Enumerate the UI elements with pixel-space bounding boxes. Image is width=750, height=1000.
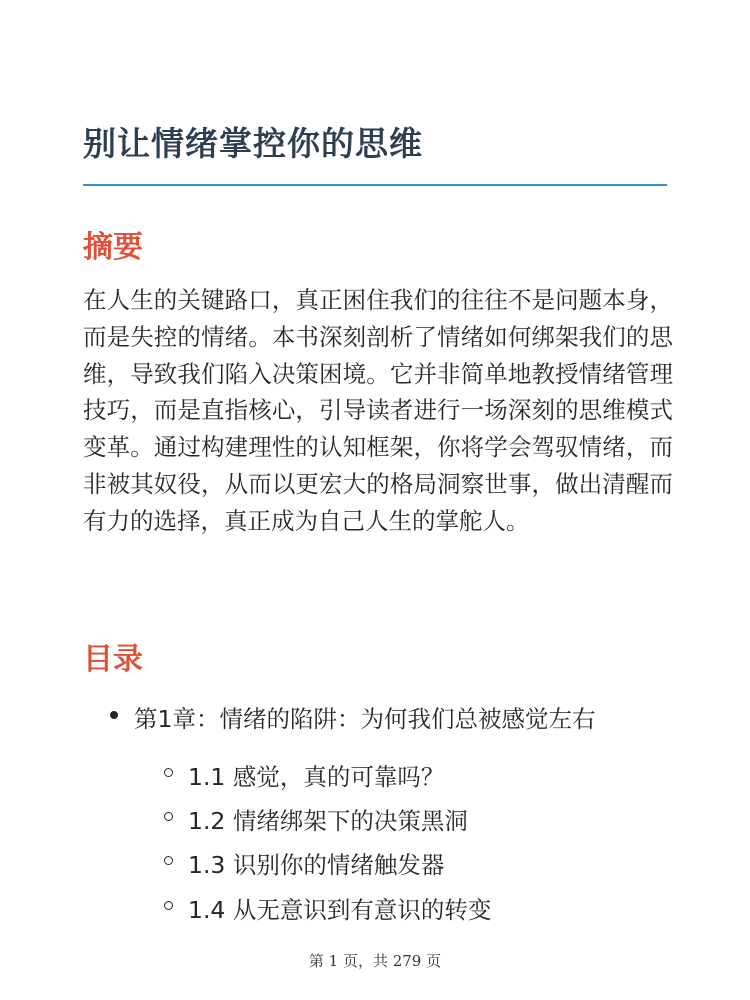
title-divider [83, 184, 667, 186]
toc-section-1-4[interactable] [188, 891, 491, 925]
toc-chapter-label: 第1章：情绪的陷阱：为何我们总被感觉左右 [134, 705, 596, 733]
toc-section-1-3[interactable] [188, 846, 444, 880]
bullet-circle-icon [164, 768, 173, 777]
toc-section-label: 1.3 识别你的情绪触发器 [188, 851, 445, 879]
bullet-circle-icon [164, 901, 173, 910]
bullet-circle-icon [164, 856, 173, 865]
toc-section-label: 1.1 感觉，真的可靠吗？ [188, 763, 445, 791]
toc-chapter-1[interactable] [134, 700, 595, 734]
toc-section-label: 1.2 情绪绑架下的决策黑洞 [188, 807, 468, 835]
page-number-footer: 第 1 页，共 279 页 [308, 952, 442, 970]
bullet-circle-icon [164, 812, 173, 821]
abstract-text: 在人生的关键路口，真正困住我们的往往不是问题本身，而是失控的情绪。本书深刻剖析了情绪如何绑架我们的思维，导致我们陷入决策困境。它并非简单地教授情绪管理技巧，而是直指核心，引导读者进行一场深刻的思维模式变革。通过构建理性的认知框架，你将学会驾驭情绪，而非被其奴役，从而以更宏大的格局洞察世事，做出清醒而有力的选择，真正成为自己人生的掌舵人。 [83, 286, 673, 535]
document-title: 别让情绪掌控你的思维 [83, 124, 423, 163]
toc-section-label: 1.4 从无意识到有意识的转变 [188, 896, 492, 924]
toc-section-1-2[interactable] [188, 802, 468, 836]
bullet-disc-icon [110, 711, 118, 719]
abstract-heading: 摘要 [83, 230, 143, 265]
toc-section-1-1[interactable] [188, 758, 444, 792]
toc-heading: 目录 [83, 642, 143, 677]
